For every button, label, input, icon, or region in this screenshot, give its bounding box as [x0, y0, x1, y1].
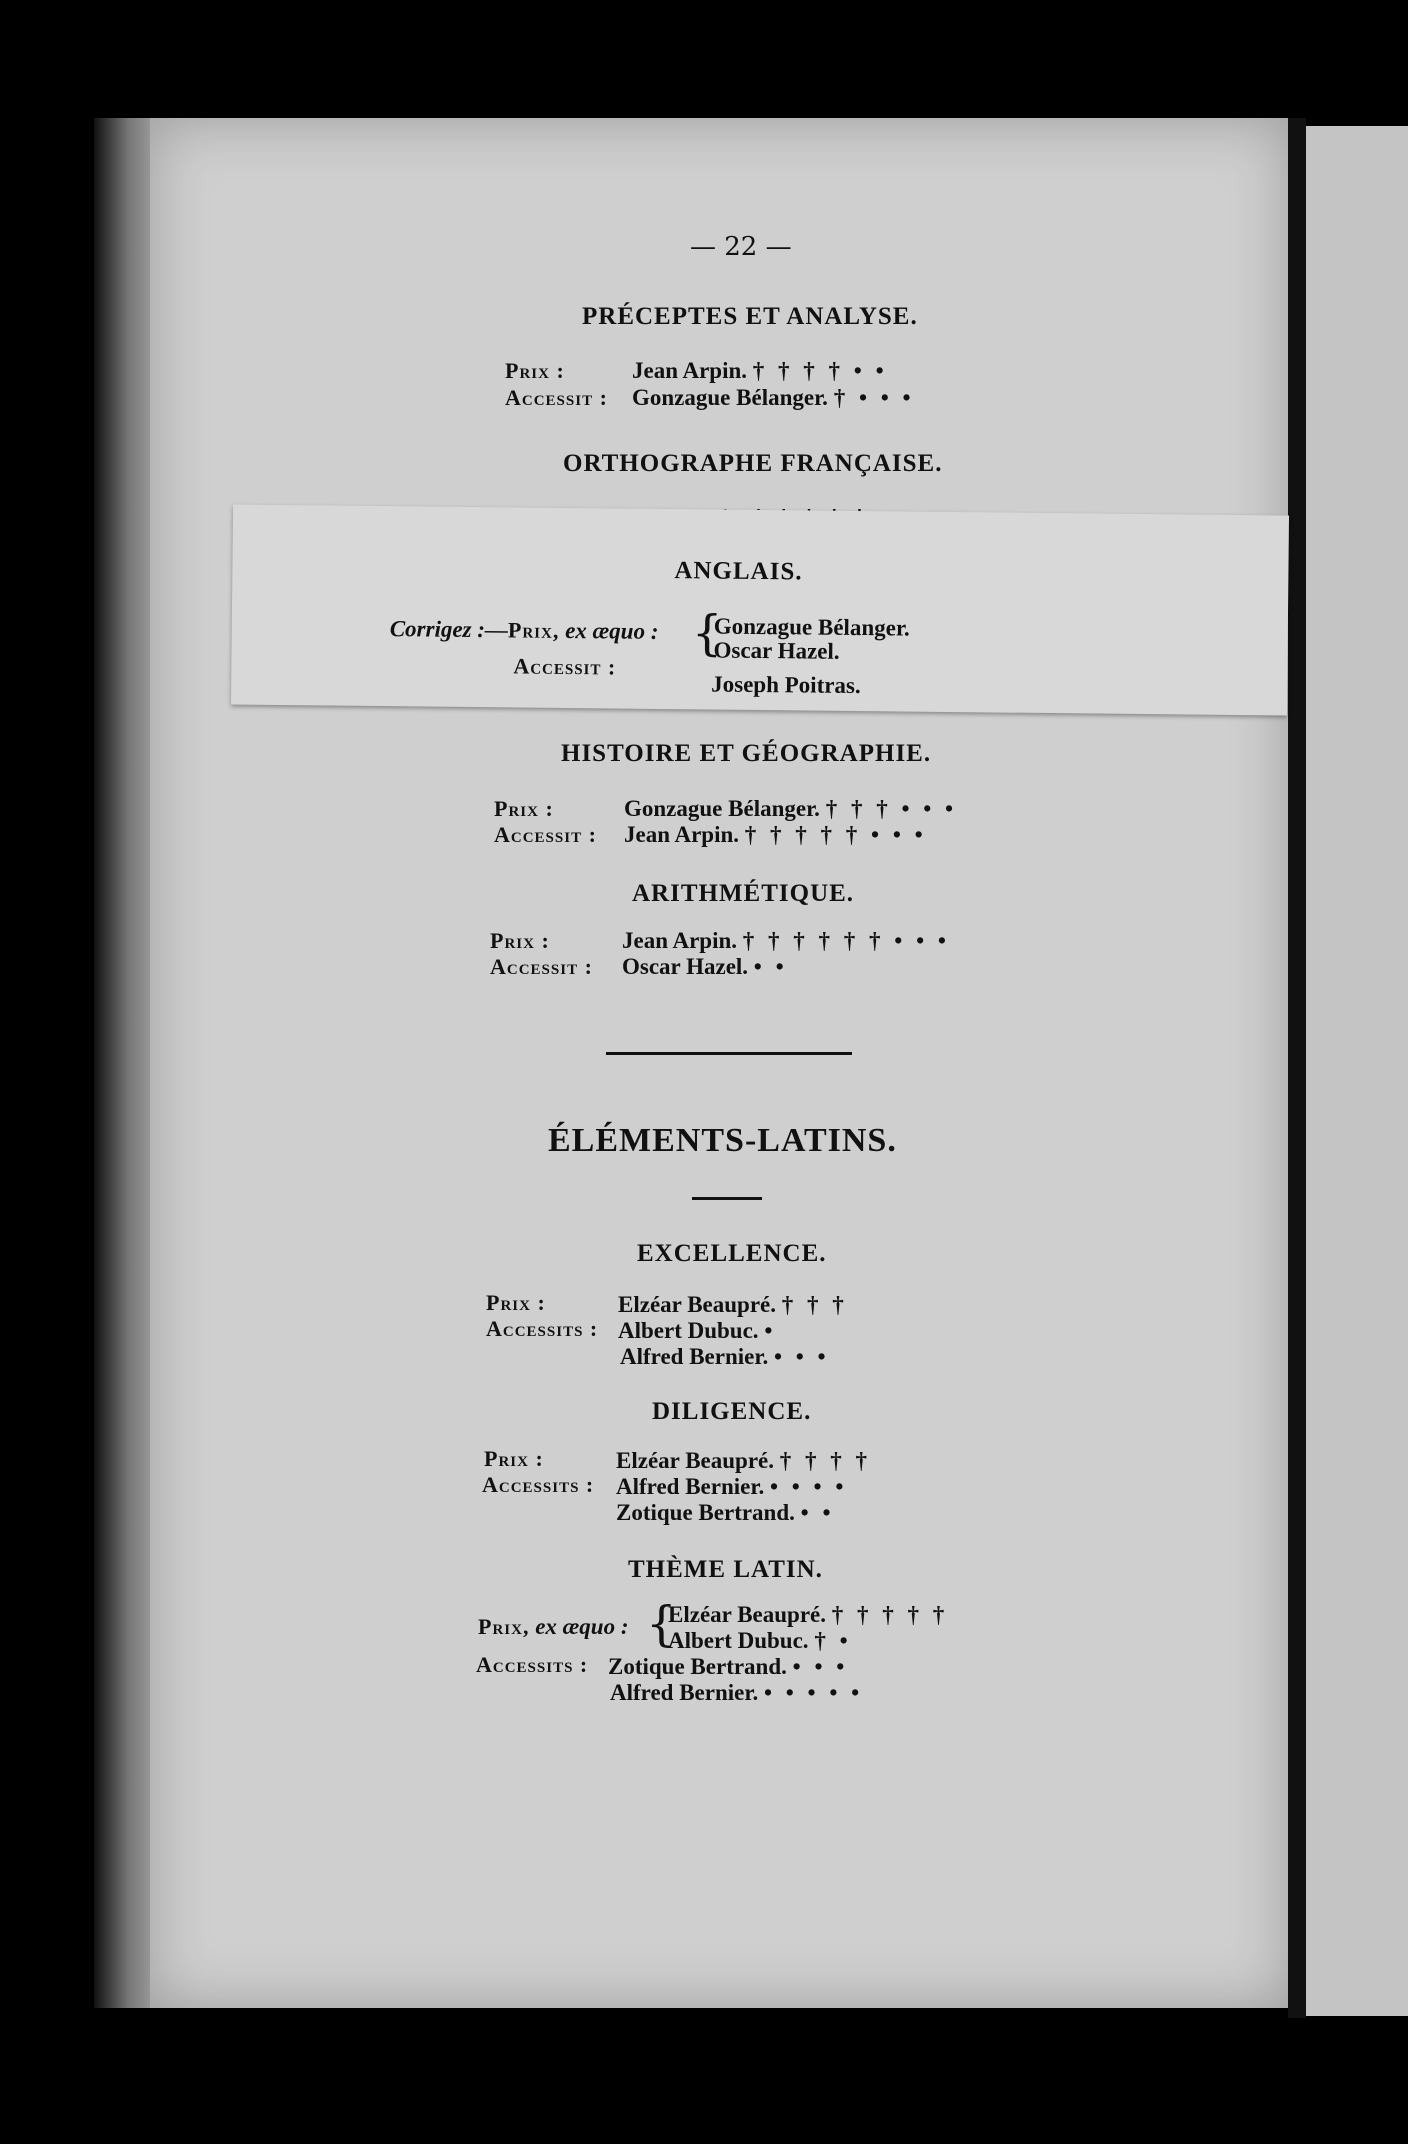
accessits-row — [476, 1652, 588, 1678]
prix-label: Prix, — [478, 1614, 530, 1639]
prix-row — [505, 358, 565, 384]
accessit-entry — [610, 1680, 863, 1706]
merit-marks: † † † — [781, 1292, 848, 1317]
facing-page — [1306, 126, 1408, 2016]
accessit-entry — [622, 954, 788, 980]
merit-marks: † † † † † • • • — [744, 822, 927, 847]
accessit-name: Alfred Bernier. — [610, 1680, 759, 1705]
merit-marks: • — [764, 1318, 777, 1343]
accessit-name: Zotique Bertrand. — [616, 1500, 795, 1525]
accessit-entry — [620, 1344, 830, 1370]
section-title-excellence: EXCELLENCE. — [637, 1240, 827, 1267]
divider-rule — [606, 1052, 852, 1055]
accessit-name: Oscar Hazel. — [622, 954, 749, 979]
winner-name: Gonzague Bélanger. — [624, 796, 820, 821]
brace: { — [646, 1596, 677, 1652]
merit-marks: † † † • • • — [825, 796, 958, 821]
winner-name: Albert Dubuc. — [668, 1628, 809, 1653]
corrigez-line — [390, 616, 659, 645]
accessit-name: Joseph Poitras. — [711, 671, 861, 699]
merit-marks: • • • • — [769, 1474, 848, 1499]
accessit-entry — [632, 385, 915, 411]
accessit-entry — [618, 1318, 776, 1344]
prix-label: Prix : — [484, 1446, 544, 1471]
accessit-name: Jean Arpin. — [624, 822, 740, 847]
accessit-label: Accessit : — [490, 954, 593, 979]
winner-name: Gonzague Bélanger. — [713, 613, 910, 641]
winner-name: Elzéar Beaupré. — [668, 1602, 826, 1627]
section-title-arithmetique: ARITHMÉTIQUE. — [632, 880, 855, 907]
merit-marks: † † † † — [779, 1448, 871, 1473]
prix-ex-aequo-row — [478, 1614, 628, 1640]
divider-rule-short — [692, 1197, 762, 1200]
prix-row — [486, 1290, 546, 1316]
section-title-preceptes: PRÉCEPTES ET ANALYSE. — [582, 303, 918, 330]
winner-name: Jean Arpin. — [632, 358, 748, 383]
accessit-label: Accessit : — [513, 653, 617, 680]
name-entry — [713, 638, 839, 665]
accessits-label: Accessits : — [486, 1316, 599, 1341]
winner-name: Oscar Hazel. — [713, 637, 840, 664]
accessits-label: Accessits : — [476, 1652, 589, 1677]
gutter — [1288, 118, 1306, 2018]
accessit-entry — [624, 822, 927, 848]
accessit-row — [513, 653, 616, 680]
prix-entry — [668, 1602, 948, 1628]
merit-marks: • • — [753, 954, 788, 979]
prix-row — [494, 796, 554, 822]
prix-label: Prix, — [507, 617, 560, 643]
merit-marks: • • • — [792, 1654, 849, 1679]
merit-marks: † † † † † † • • • — [742, 928, 950, 953]
merit-marks: † • — [814, 1628, 852, 1653]
accessit-entry — [616, 1474, 847, 1500]
part-heading: ÉLÉMENTS-LATINS. — [548, 1122, 897, 1159]
merit-marks: † † † † • • — [752, 358, 888, 383]
accessit-name: Alfred Bernier. — [620, 1344, 769, 1369]
brace: { — [691, 605, 723, 662]
prix-entry — [616, 1448, 871, 1474]
prix-label: Prix : — [490, 928, 550, 953]
prix-entry — [632, 358, 888, 384]
accessit-name: Alfred Bernier. — [616, 1474, 765, 1499]
accessit-entry — [616, 1500, 835, 1526]
accessits-row — [486, 1316, 598, 1342]
prix-entry — [622, 928, 950, 954]
prix-entry — [618, 1292, 848, 1318]
prix-label: Prix : — [505, 358, 565, 383]
winner-name: Elzéar Beaupré. — [616, 1448, 774, 1473]
accessits-label: Accessits : — [482, 1472, 595, 1497]
book-edge — [94, 118, 152, 2008]
accessit-name: Gonzague Bélanger. — [632, 385, 828, 410]
merit-marks: • • — [800, 1500, 835, 1525]
accessit-entry — [711, 671, 861, 699]
accessit-label: Accessit : — [505, 385, 608, 410]
prix-label: Prix : — [486, 1290, 546, 1315]
accessit-name: Albert Dubuc. — [618, 1318, 759, 1343]
accessit-label: Accessit : — [494, 822, 597, 847]
accessit-name: Zotique Bertrand. — [608, 1654, 787, 1679]
accessit-row — [490, 954, 593, 980]
prix-entry — [668, 1628, 852, 1654]
accessit-entry — [608, 1654, 848, 1680]
winner-name: Elzéar Beaupré. — [618, 1292, 776, 1317]
prix-row — [490, 928, 550, 954]
corrigez-label: Corrigez :— — [389, 616, 509, 643]
merit-marks: † • • • — [833, 385, 915, 410]
prix-label: Prix : — [494, 796, 554, 821]
prix-row — [484, 1446, 544, 1472]
accessit-row — [494, 822, 597, 848]
merit-marks: • • • • • — [763, 1680, 864, 1705]
accessits-row — [482, 1472, 594, 1498]
prix-entry — [624, 796, 957, 822]
page-number: — 22 — — [690, 232, 792, 262]
winner-name: Jean Arpin. — [622, 928, 738, 953]
correction-slip — [231, 504, 1289, 715]
section-title-histoire: HISTOIRE ET GÉOGRAPHIE. — [561, 740, 932, 767]
merit-marks: † † † † † — [831, 1602, 949, 1627]
section-title-anglais: ANGLAIS. — [674, 557, 803, 586]
merit-marks: • • • — [773, 1344, 830, 1369]
ex-aequo-label: ex æquo : — [535, 1614, 629, 1639]
section-title-theme-latin: THÈME LATIN. — [628, 1556, 823, 1583]
ex-aequo-label: ex æquo : — [565, 617, 659, 644]
section-title-orthographe: ORTHOGRAPHE FRANÇAISE. — [563, 450, 943, 477]
accessit-row — [505, 385, 608, 411]
section-title-diligence: DILIGENCE. — [652, 1398, 812, 1425]
